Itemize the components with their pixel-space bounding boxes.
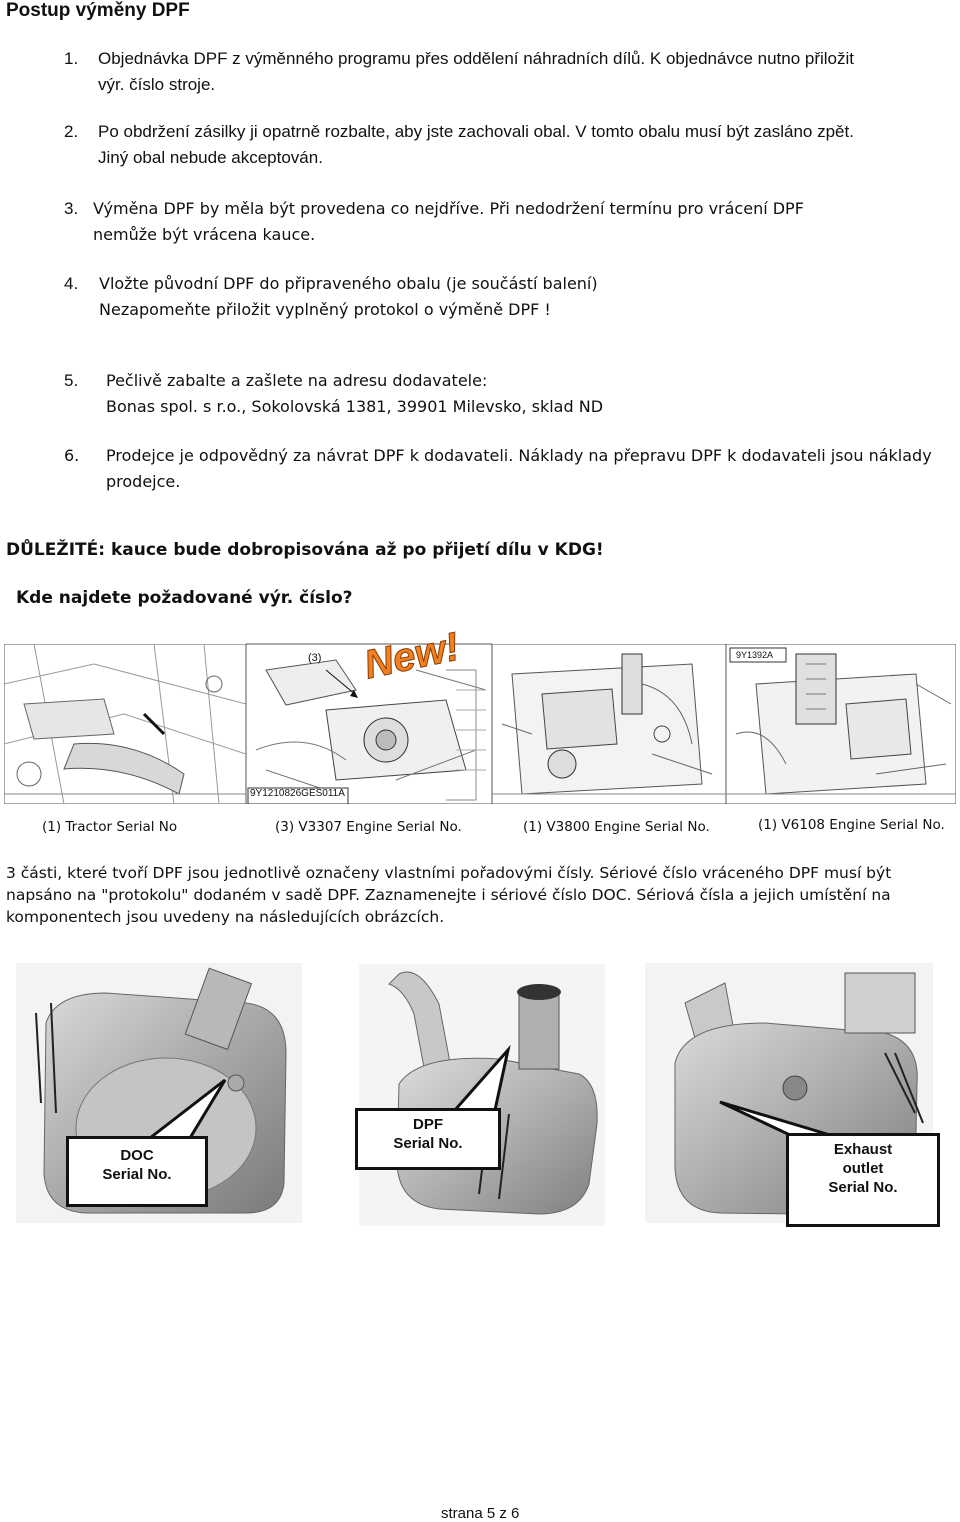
step-1-number: 1.: [64, 49, 79, 68]
dpf-callout-line-1: DPF: [413, 1116, 443, 1133]
exhaust-serial-callout: [786, 1133, 940, 1227]
step-2-number: 2.: [64, 122, 79, 141]
caption-v3307: (3) V3307 Engine Serial No.: [275, 819, 462, 835]
figure-tag: 9Y1392A: [736, 650, 774, 660]
step-4-line-1: Vložte původní DPF do připraveného obalu (je součástí balení): [99, 274, 598, 293]
step-3-line-1: Výměna DPF by měla být provedena co nejdříve. Při nedodržení termínu pro vrácení DPF: [93, 199, 804, 218]
step-2-line-2: Jiný obal nebude akceptován.: [98, 148, 323, 167]
dpf-callout-line-2: Serial No.: [393, 1135, 463, 1152]
engine-serial-plate: 9Y1210826GES011A: [250, 788, 345, 799]
step-4-line-2: Nezapomeňte přiložit vyplněný protokol o výměně DPF !: [99, 300, 551, 319]
where-heading: Kde najdete požadované výr. číslo?: [16, 588, 353, 608]
step-5-line-1: Pečlivě zabalte a zašlete na adresu dodavatele:: [106, 371, 488, 390]
important-notice: DŮLEŽITÉ: kauce bude dobropisována až po přijetí dílu v KDG!: [6, 540, 604, 560]
paragraph-line-2: napsáno na "protokolu" dodaném v sadě DPF. Zaznamenejte i sériové číslo DOC. Sériová čísla a jejich umístění na: [6, 886, 891, 904]
callout-3-label: (3): [308, 652, 322, 664]
paragraph-line-3: komponentech jsou uvedeny na následujících obrázcích.: [6, 908, 445, 926]
step-6-line-1: Prodejce je odpovědný za návrat DPF k dodavateli. Náklady na přepravu DPF k dodavateli jsou náklady: [106, 446, 932, 465]
step-5-line-2: Bonas spol. s r.o., Sokolovská 1381, 39901 Milevsko, sklad ND: [106, 397, 604, 416]
page-title: Postup výměny DPF: [6, 0, 190, 21]
doc-callout-pointer: [150, 1080, 225, 1138]
step-6-number: 6.: [64, 446, 80, 465]
caption-v3800: (1) V3800 Engine Serial No.: [523, 819, 710, 835]
exhaust-callout-line-2: outlet: [842, 1160, 884, 1177]
step-3-line-2: nemůže být vrácena kauce.: [93, 225, 316, 244]
dpf-callout-pointer: [455, 1050, 508, 1110]
exhaust-callout-line-1: Exhaust: [833, 1141, 893, 1158]
step-3-number: 3.: [64, 199, 79, 218]
step-1-line-2: výr. číslo stroje.: [98, 75, 216, 94]
step-5-number: 5.: [64, 371, 79, 390]
step-1-line-1: Objednávka DPF z výměnného programu přes oddělení náhradních dílů. K objednávce nutno přiložit: [98, 49, 855, 68]
doc-callout-line-2: Serial No.: [102, 1166, 172, 1183]
dpf-serial-callout: [355, 1108, 501, 1170]
caption-tractor: (1) Tractor Serial No: [42, 819, 178, 835]
step-4-number: 4.: [64, 274, 79, 293]
page-number: strana 5 z 6: [441, 1505, 520, 1522]
exhaust-callout-line-3: Serial No.: [828, 1179, 898, 1196]
step-6-line-2: prodejce.: [106, 472, 181, 491]
doc-serial-callout: [66, 1136, 208, 1207]
caption-v6108: (1) V6108 Engine Serial No.: [758, 817, 945, 833]
step-2-line-1: Po obdržení zásilky ji opatrně rozbalte, aby jste zachovali obal. V tomto obalu musí být zasláno zpět.: [98, 122, 854, 141]
paragraph-line-1: 3 části, které tvoří DPF jsou jednotlivě označeny vlastními pořadovými čísly. Sériové číslo vráceného DPF musí být: [6, 864, 892, 882]
doc-callout-line-1: DOC: [120, 1147, 154, 1164]
exhaust-callout-pointer: [720, 1102, 830, 1135]
new-badge: New!: [360, 624, 464, 688]
